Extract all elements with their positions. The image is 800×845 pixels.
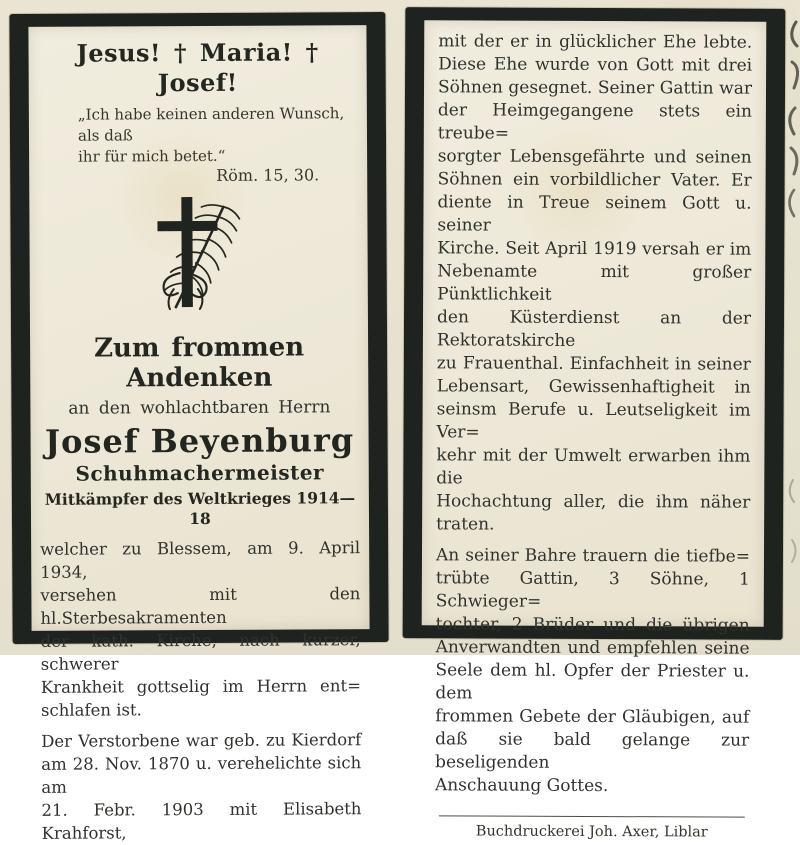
text-line: Seele dem hl. Opfer der Priester u. dem <box>435 660 750 704</box>
text-line: zu Frauenthal. Einfachheit in seiner <box>436 353 751 375</box>
divider-rule <box>439 815 745 817</box>
text-line: Diese Ehe wurde von Gott mit drei <box>438 54 753 76</box>
text-line: tochter, 2 Brüder und die übrigen <box>435 614 750 636</box>
text-line: mit der er in glücklicher Ehe lebte. <box>438 31 753 53</box>
text-line: Hochachtung aller, die ihm näher traten. <box>436 491 751 535</box>
text-line: Söhnen ein vorbildlicher Vater. Er <box>437 169 752 191</box>
text-line: Söhnen gesegnet. Seiner Gattin war <box>437 77 753 99</box>
text-line: Nebenamte mit großer Pünktlichkeit <box>437 261 752 305</box>
left-panel <box>9 12 388 843</box>
text-line: Kirche. Seit April 1919 versah er im <box>437 238 752 260</box>
war-service-note: Mitkämpfer des Weltkrieges 1914—18 <box>44 488 356 529</box>
text-line: kehr mit der Umwelt erwarben ihm die <box>436 445 751 489</box>
text-line: 21. Febr. 1903 mit Elisabeth Krahforst, <box>41 799 362 843</box>
mourners-paragraph <box>435 544 750 798</box>
printer-credit: Buchdruckerei Joh. Axer, Liblar <box>475 823 708 841</box>
invocation-heading: Jesus! † Maria! † Josef! <box>76 37 319 98</box>
text-line: frommen Gebete der Gläubigen, auf <box>435 706 750 728</box>
text-line: trübte Gattin, 3 Söhne, 1 Schwieger= <box>435 568 750 612</box>
memorial-title: Zum frommen Andenken <box>93 332 305 394</box>
text-line: Krankheit gottselig im Herrn ent= <box>40 676 361 697</box>
right-panel-content <box>422 20 767 841</box>
obituary-paragraph-2 <box>41 728 362 845</box>
text-line: diente in Treue seinem Gott u. seiner <box>437 192 752 236</box>
handwriting-marks <box>782 0 800 655</box>
text-line: am 28. Nov. 1870 u. verehelichte sich am <box>41 753 362 797</box>
quote-source: Röm. 15, 30. <box>216 165 320 185</box>
text-line: daß sie bald gelange zur beseligenden <box>435 729 750 773</box>
obituary-paragraph-1 <box>40 536 361 722</box>
biography-paragraph <box>436 30 752 537</box>
salutation-line: an den wohlachtbaren Herrn <box>68 397 331 419</box>
text-line: Anschauung Gottes. <box>434 775 609 797</box>
scripture-quote <box>78 103 358 167</box>
text-line: welcher zu Blessem, am 9. April 1934, <box>40 538 361 582</box>
text-line: Lebensart, Gewissenhaftigheit in <box>436 376 751 398</box>
left-panel-content <box>28 25 369 843</box>
text-line: seinsm Berufe u. Leutseligkeit im Ver= <box>436 399 751 443</box>
deceased-name: Josef Beyenburg <box>44 421 355 461</box>
text-line: „Ich habe keinen anderen Wunsch, als daß <box>77 104 345 145</box>
text-line: versehen mit den hl.Sterbesakramenten <box>40 584 361 628</box>
cross-palm-icon <box>123 189 274 318</box>
text-line: Anverwandten und empfehlen seine <box>435 637 750 659</box>
text-line: der Heimgegangene stets ein treube= <box>437 100 752 144</box>
text-line: An seiner Bahre trauern die tiefbe= <box>435 545 751 567</box>
text-line: Der Verstorbene war geb. zu Kierdorf <box>41 730 362 751</box>
text-line: ihr für mich betet.“ <box>78 146 226 166</box>
right-panel <box>403 7 786 841</box>
text-line: sorgter Lebensgefährte und seinen <box>437 146 752 168</box>
text-line: schlafen ist. <box>40 700 142 720</box>
profession-line: Schuhmachermeister <box>75 460 325 486</box>
text-line: der kath. Kirche, nach kurzer, schwerer <box>40 630 361 674</box>
text-line: den Küsterdienst an der Rektoratskirche <box>436 307 752 351</box>
